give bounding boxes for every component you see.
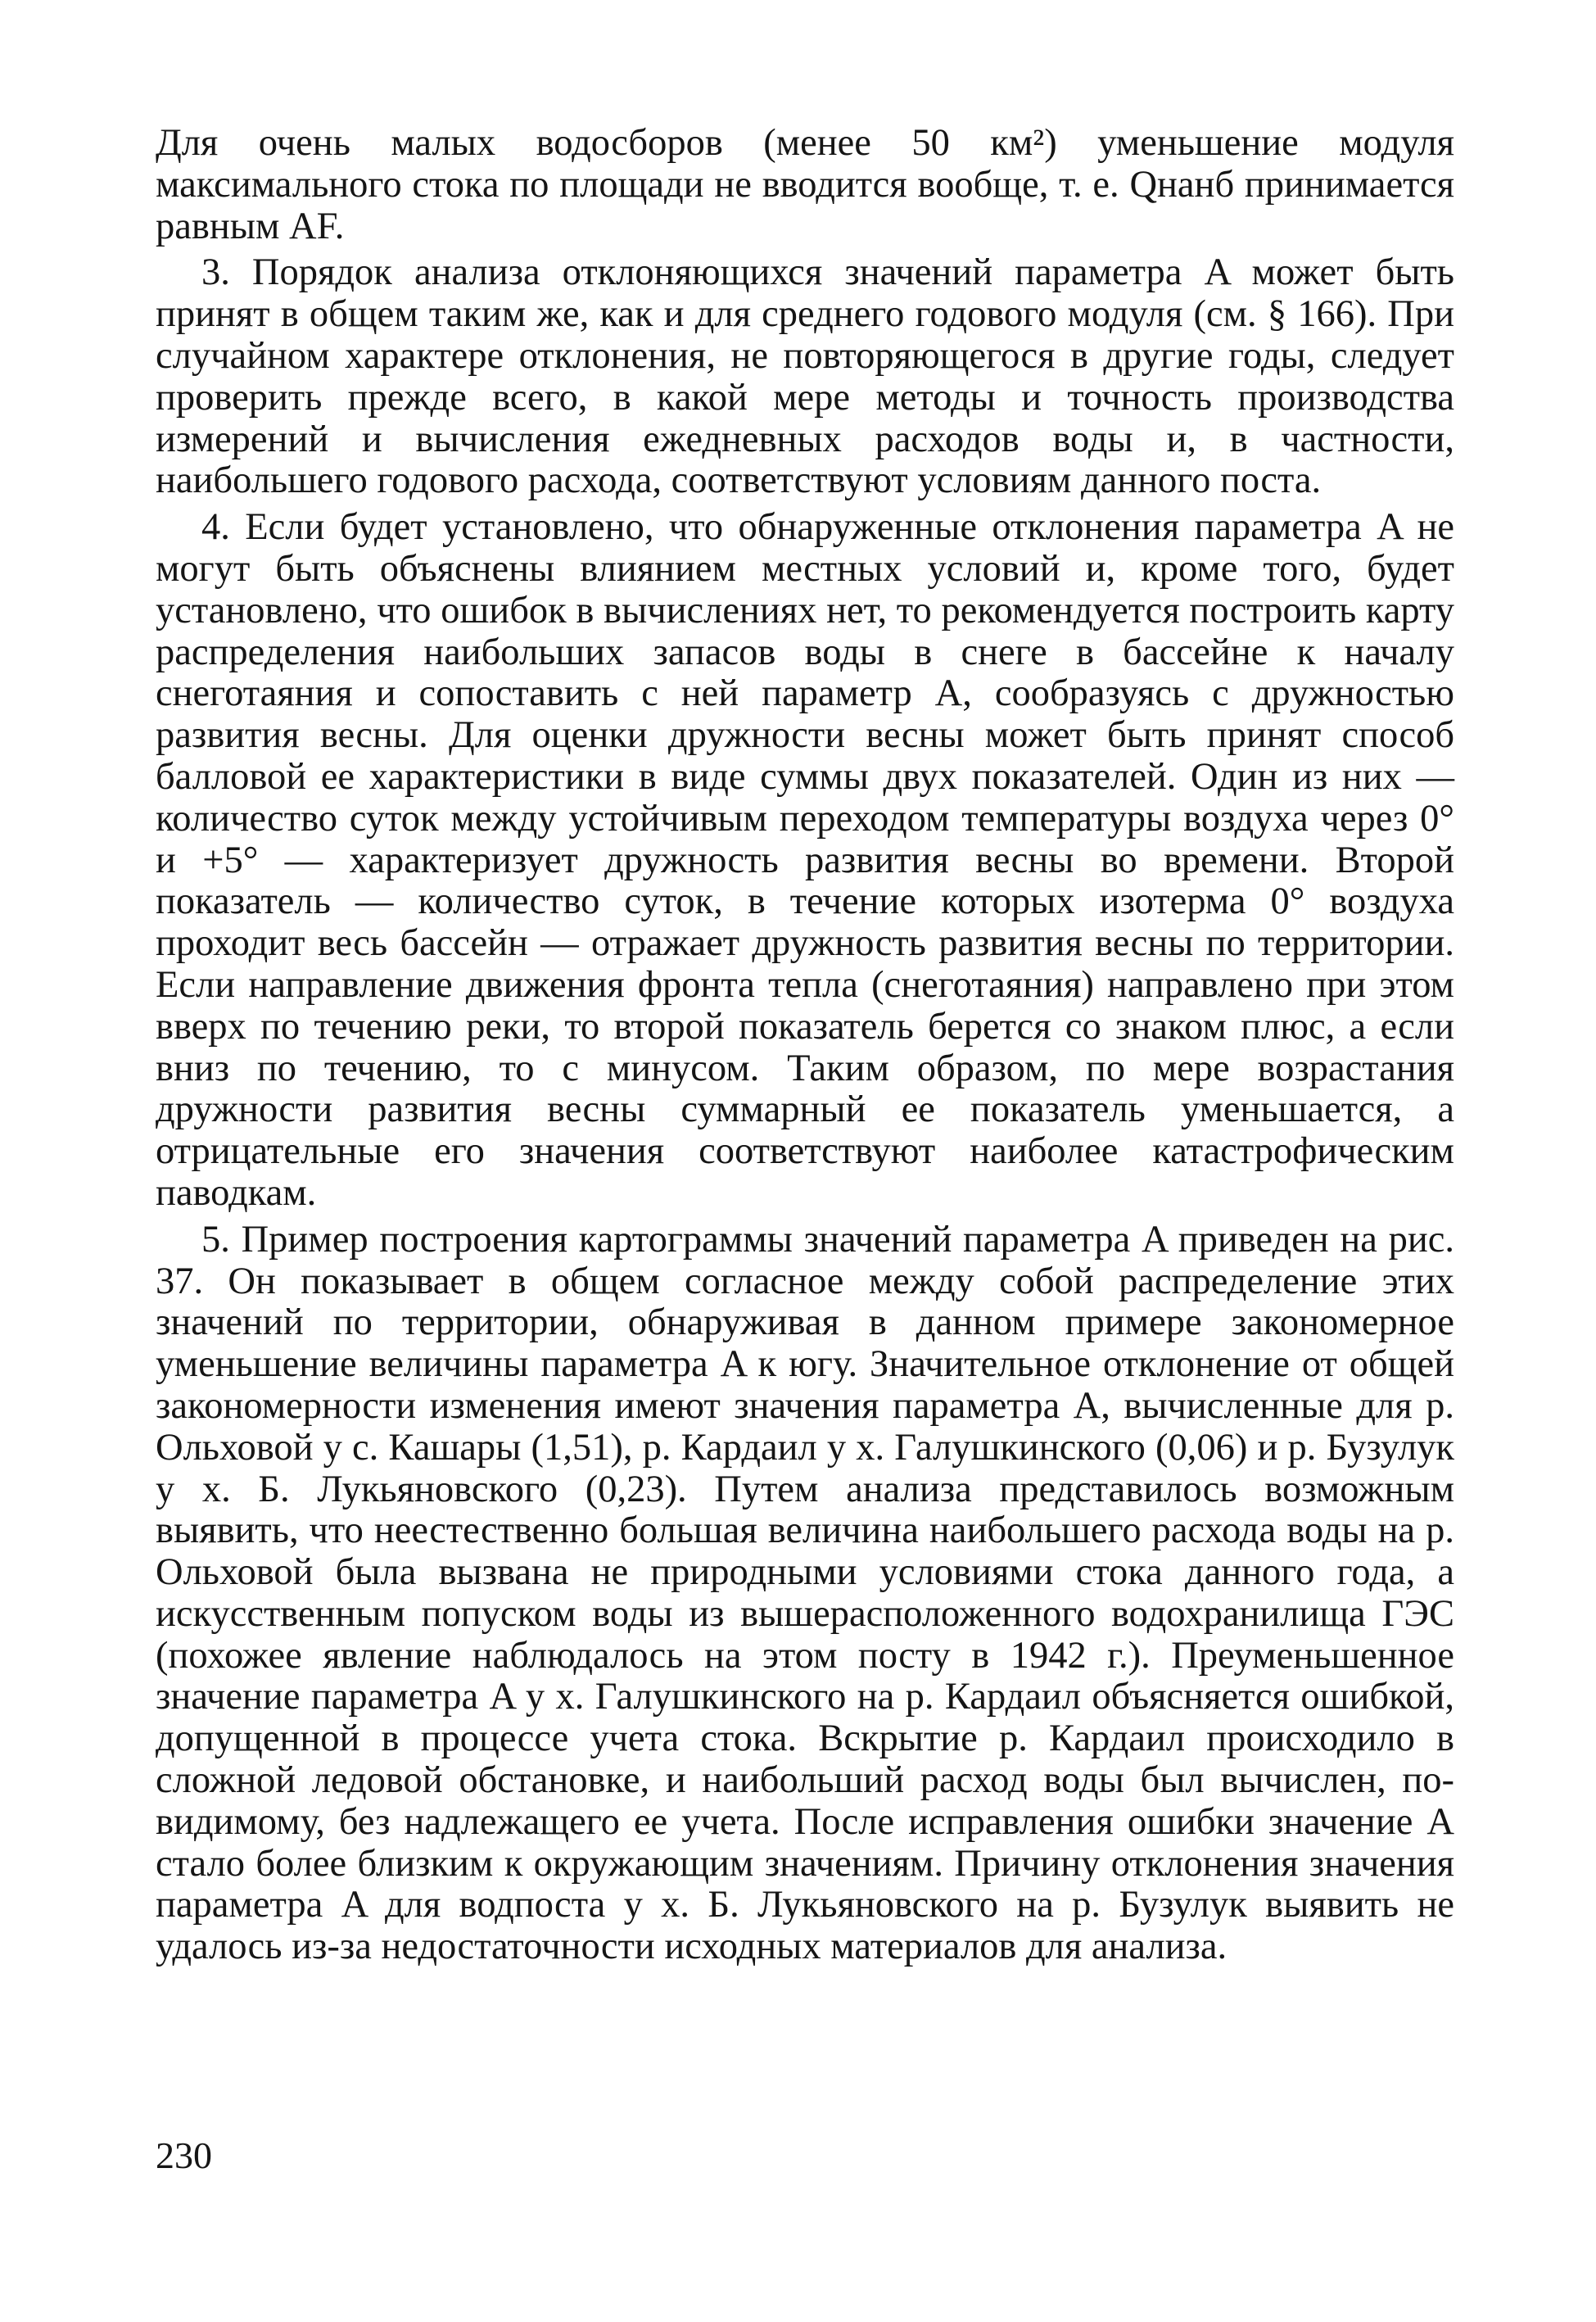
paragraph-item-4: 4. Если будет установлено, что обнаруженные отклонения параметра A не могут быть объяснены влиянием местных условий и, кроме того, будет установлено, что ошибок в вычислениях нет, то рекомендуется построить карту распределения наибольших запасов воды в снеге в бассейне к началу снеготаяния и сопоставить с ней параметр A, сообразуясь с дружностью развития весны. Для оценки дружности весны может быть принят способ балловой ее характеристики в виде суммы двух показателей. Один из них — количество суток между устойчивым переходом температуры воздуха через 0° и +5° — характеризует дружность развития весны во времени. Второй показатель — количество суток, в течение которых изотерма 0° воздуха проходит весь бассейн — отражает дружность развития весны по территории. Если направление движения фронта тепла (снеготаяния) направлено при этом вверх по течению реки, то второй показатель берется со знаком плюс, а если вниз по течению, то с минусом. Таким образом, по мере возрастания дружности развития весны суммарный ее показатель уменьшается, а отрицательные его значения соответствуют наиболее катастрофическим паводкам. (156, 506, 1454, 1214)
paragraph-item-3: 3. Порядок анализа отклоняющихся значений параметра A может быть принят в общем таким же, как и для среднего годового модуля (см. § 166). При случайном характере отклонения, не повторяющегося в другие годы, следует проверить прежде всего, в какой мере методы и точность производства измерений и вычисления ежедневных расходов воды и, в частности, наибольшего годового расхода, соответствуют условиям данного поста. (156, 251, 1454, 502)
paragraph-intro: Для очень малых водосборов (менее 50 км²) уменьшение модуля максимального стока по площади не вводится вообще, т. е. Qнанб принимается равным AF. (156, 122, 1454, 247)
page-text-block (156, 123, 1454, 1968)
paragraph-item-5: 5. Пример построения картограммы значений параметра A приведен на рис. 37. Он показывает в общем согласное между собой распределение этих значений по территории, обнаруживая в данном примере закономерное уменьшение величины параметра A к югу. Значительное отклонение от общей закономерности изменения имеют значения параметра A, вычисленные для р. Ольховой у с. Кашары (1,51), р. Кардаил у х. Галушкинского (0,06) и р. Бузулук у х. Б. Лукьяновского (0,23). Путем анализа представилось возможным выявить, что неестественно большая величина наибольшего расхода воды на р. Ольховой была вызвана не природными условиями стока данного года, а искусственным попуском воды из вышерасположенного водохранилища ГЭС (похожее явление наблюдалось на этом посту в 1942 г.). Преуменьшенное значение параметра A у х. Галушкинского на р. Кардаил объясняется ошибкой, допущенной в процессе учета стока. Вскрытие р. Кардаил происходило в сложной ледовой обстановке, и наибольший расход воды был вычислен, по-видимому, без надлежащего ее учета. После исправления ошибки значение A стало более близким к окружающим значениям. Причину отклонения значения параметра A для водпоста у х. Б. Лукьяновского на р. Бузулук выявить не удалось из-за недостаточности исходных материалов для анализа. (156, 1218, 1454, 1968)
page-number: 230 (156, 2134, 212, 2176)
